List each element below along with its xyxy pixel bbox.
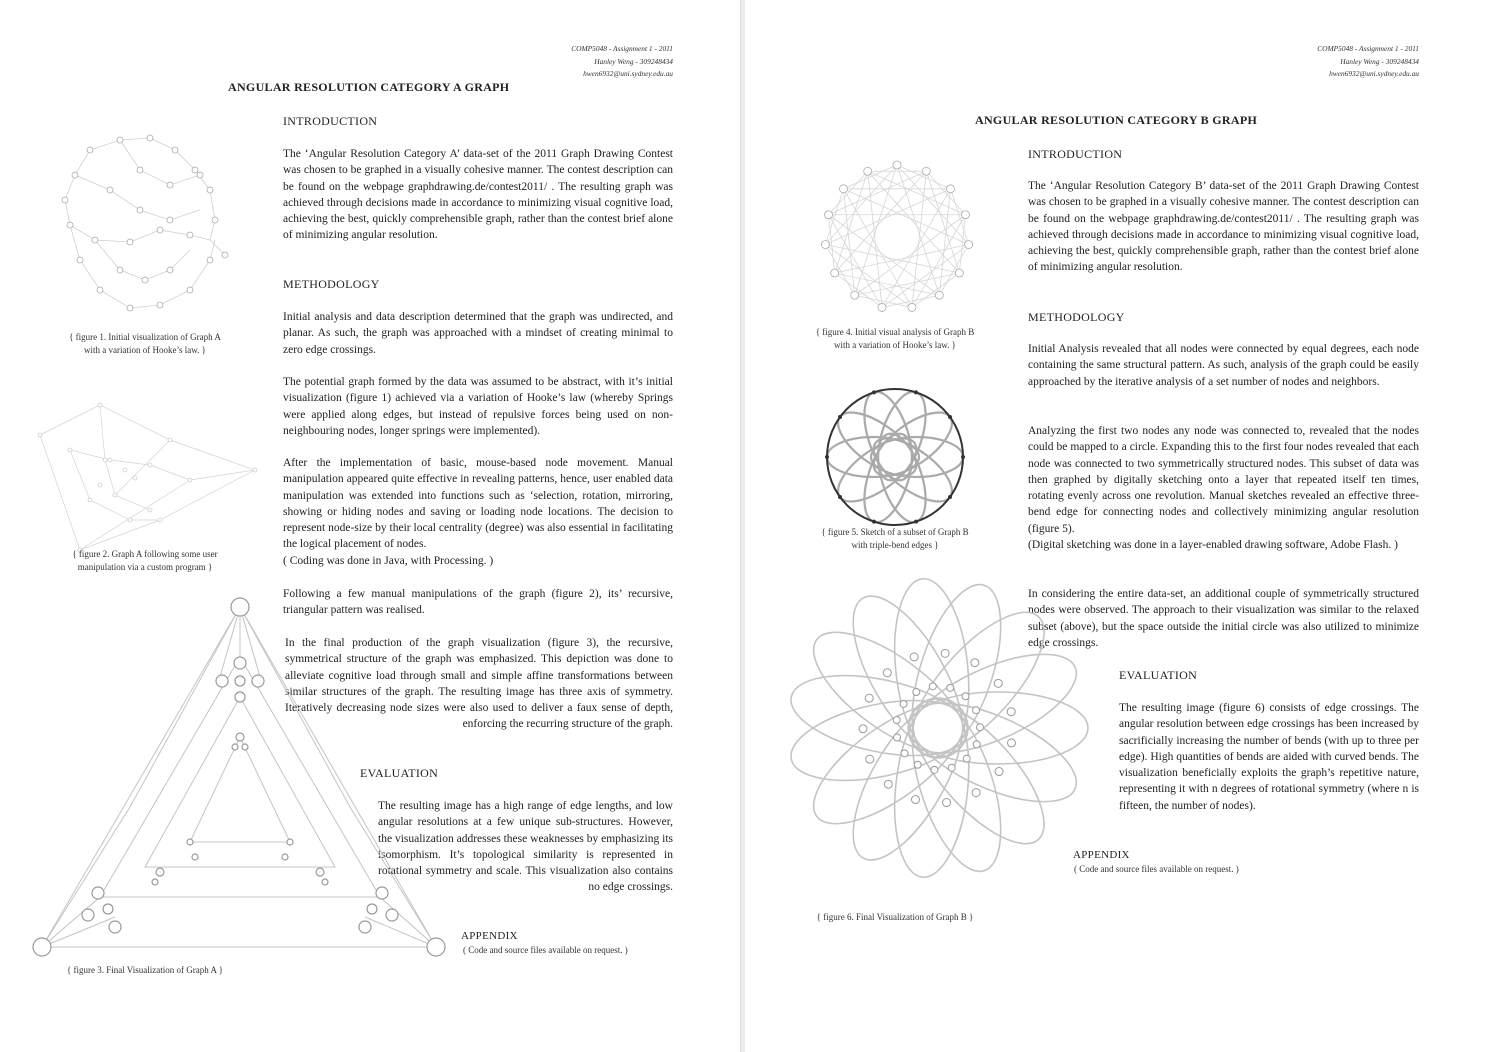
page-b-header (1267, 43, 1419, 81)
page-b (745, 0, 1488, 1052)
figure-5-caption (795, 526, 995, 552)
methodology-paragraph-4: Following a few manual manipulations of the graph (figure 2), its’ recursive, triangular pattern was realised. (283, 588, 673, 617)
figure-2-caption-line-2: manipulation via a custom program } (77, 562, 213, 572)
figure-4-graph (817, 157, 977, 317)
evaluation-text: The resulting image (figure 6) consists of edge crossings. The angular resolution between edge crossings has been increased by sacrificially increasing the number of bends (with up to three per edge). High quantities of bends are aided with curved bends. The visualization beneficially exploits the graph’s repetitive nature, representing it with n degrees of rotational symmetry (where n is fifteen, the number of nodes). (1119, 702, 1419, 812)
methodology-note: ( Coding was done in Java, with Processing. ) (283, 555, 494, 567)
figure-3-graph (30, 597, 450, 957)
figure-6-graph (788, 578, 1088, 878)
methodology-heading: METHODOLOGY (1028, 310, 1125, 324)
figure-2-graph (30, 400, 260, 550)
appendix-text: ( Code and source files available on request. ) (1074, 864, 1239, 874)
appendix-heading: APPENDIX (461, 930, 518, 942)
introduction-heading: INTRODUCTION (1028, 147, 1123, 161)
figure-1-caption-line-2: with a variation of Hooke’s law. } (84, 345, 206, 355)
figure-2-caption (40, 548, 250, 574)
introduction-text: The ‘Angular Resolution Category A’ data-set of the 2011 Graph Drawing Contest was chosen to be graphed in a visually cohesive manner. The contest description can be found on the webpage graphdrawing.de/contest2011/ . The resulting graph was achieved through decisions made in accordance to minimizing visual cognitive load, achieving the best, quickly comprehensible graph, rather than the contest brief alone of minimizing angular resolution. (283, 148, 673, 242)
methodology-paragraph-3: After the implementation of basic, mouse-based node movement. Manual manipulation appeared quite effective in revealing patterns, hence, user enabled data manipulation was extended into functions such as ‘selection, rotation, mirroring, showing or hiding nodes and saving or loading node locations. The decision to represent node-size by their local centrality (degree) was also essential in facilitating the logical placement of nodes. (283, 457, 673, 551)
figure-1-graph (50, 130, 250, 310)
evaluation-heading: EVALUATION (360, 766, 439, 780)
figure-4-caption-line-2: with a variation of Hooke’s law. } (834, 340, 956, 350)
methodology-paragraph-5: In the final production of the graph visualization (figure 3), the recursive, symmetrical structure of the graph was emphasized. This depiction was done to alleviate cognitive load through small and simple affine transformations between similar structures of the graph. The resulting image has three axis of symmetry. Iteratively decreasing node sizes were also used to deliver a faux sense of depth, enforcing the recurring structure of the graph. (285, 637, 673, 731)
figure-2-caption-line-1: { figure 2. Graph A following some user (72, 549, 218, 559)
methodology-heading: METHODOLOGY (283, 277, 380, 291)
figure-6-caption: { figure 6. Final Visualization of Graph B } (816, 912, 974, 922)
figure-5-caption-line-1: { figure 5. Sketch of a subset of Graph B (821, 527, 969, 537)
figure-5-graph (823, 385, 967, 529)
figure-1-caption-line-1: { figure 1. Initial visualization of Graph A (69, 332, 221, 342)
page-b-title: ANGULAR RESOLUTION CATEGORY B GRAPH (975, 113, 1258, 127)
evaluation-heading: EVALUATION (1119, 668, 1198, 682)
methodology-paragraph-1: Initial Analysis revealed that all nodes were connected by equal degrees, each node containing the same structural pattern. As such, analysis of the graph could be easily approached by the iterative analysis of a set number of nodes and neighbors. (1028, 343, 1419, 388)
header-course: COMP5048 - Assignment 1 - 2011 (571, 44, 673, 53)
page-a-header (520, 43, 673, 81)
figure-1-caption (40, 331, 250, 357)
appendix-text: ( Code and source files available on request. ) (463, 945, 628, 955)
header-author: Hanley Weng - 309248434 (1340, 56, 1419, 66)
figure-3-caption: { figure 3. Final Visualization of Graph A } (66, 965, 224, 975)
figure-4-caption (795, 326, 995, 352)
methodology-note: (Digital sketching was done in a layer-enabled drawing software, Adobe Flash. ) (1028, 539, 1398, 551)
header-author: Hanley Weng - 309248434 (594, 56, 673, 66)
page-a-title: ANGULAR RESOLUTION CATEGORY A GRAPH (228, 80, 510, 94)
methodology-paragraph-2: The potential graph formed by the data was assumed to be abstract, with it’s initial visualization (figure 1) achieved via a variation of Hooke’s law (whereby Springs were applied along edges, but instead of repulsive forces being used on non-neighbouring nodes, longer springs were implemented). (283, 376, 673, 437)
figure-4-caption-line-1: { figure 4. Initial visual analysis of Graph B (815, 327, 975, 337)
methodology-paragraph-3: In considering the entire data-set, an additional couple of symmetrically structured nodes were observed. The approach to their visualization was similar to the relaxed subset (above), but the space outside the initial circle was also utilized to minimize edge crossings. (1028, 588, 1419, 649)
introduction-heading: INTRODUCTION (283, 114, 378, 128)
methodology-paragraph-1: Initial analysis and data description determined that the graph was undirected, and planar. As such, the graph was approached with a mindset of creating minimal to zero edge crossings. (283, 311, 673, 356)
evaluation-text: The resulting image has a high range of edge lengths, and low angular resolutions at a few unique sub-structures. However, the visualization addresses these weaknesses by emphasizing its isomorphism. It’s topological similarity is represented in rotational symmetry and scale. This visualization also contains no edge crossings. (378, 800, 673, 894)
header-email: hwen6932@uni.sydney.edu.au (1329, 69, 1419, 78)
header-course: COMP5048 - Assignment 1 - 2011 (1317, 44, 1419, 53)
introduction-text: The ‘Angular Resolution Category B’ data-set of the 2011 Graph Drawing Contest was chosen to be graphed in a visually cohesive manner. The contest description can be found on the webpage graphdrawing.de/contest2011/ . The resulting graph was achieved through decisions made in accordance to minimizing visual cognitive load, achieving the best, quickly comprehensible graph, rather than the contest brief alone of minimizing angular resolution. (1028, 180, 1419, 274)
page-a (0, 0, 740, 1052)
header-email: hwen6932@uni.sydney.edu.au (583, 69, 673, 78)
methodology-paragraph-2: Analyzing the first two nodes any node was connected to, revealed that the nodes could be mapped to a circle. Expanding this to the first four nodes revealed that each node was connected to two symmetrically structured nodes. This subset of data was then graphed by digitally sketching onto a layer that repeated itself ten times, rotating evenly across one revolution. Manual sketches revealed an effective three-bend edge for connecting nodes and collectively minimizing angular resolution (figure 5). (1028, 425, 1419, 535)
appendix-heading: APPENDIX (1073, 849, 1130, 861)
figure-5-caption-line-2: with triple-bend edges } (851, 540, 939, 550)
